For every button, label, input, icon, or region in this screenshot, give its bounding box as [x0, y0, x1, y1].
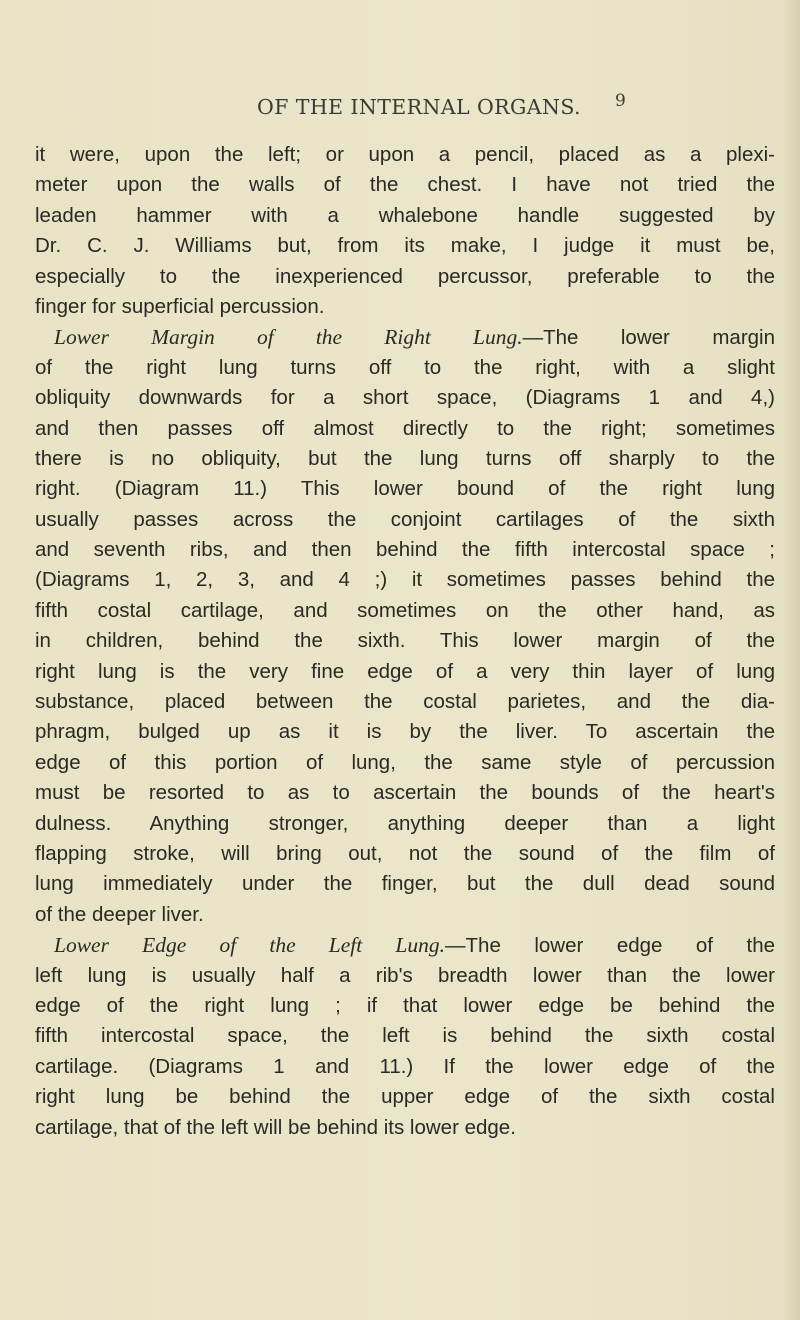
- text-line: Dr. C. J. Williams but, from its make, I judge it must be,: [35, 234, 775, 258]
- page-header: [0, 93, 800, 123]
- text-line: finger for superficial percussion.: [35, 294, 325, 318]
- text-line: in children, behind the sixth. This lower margin of the: [35, 629, 775, 653]
- text-line: lung immediately under the finger, but the dull dead sound: [35, 872, 775, 896]
- section-text: —The lower margin: [522, 326, 775, 350]
- text-line: and then passes off almost directly to the right; sometimes: [35, 416, 775, 440]
- text-line: fifth intercostal space, the left is behind the sixth costal: [35, 1024, 775, 1048]
- section-heading-right-lung: Lower Margin of the Right Lung.: [54, 325, 523, 350]
- text-line: obliquity downwards for a short space, (Diagrams 1 and 4,): [35, 386, 775, 410]
- text-line: dulness. Anything stronger, anything deeper than a light: [35, 811, 775, 835]
- page-edge-shadow: [784, 0, 800, 1320]
- body-text: [35, 140, 775, 1143]
- text-line: flapping stroke, will bring out, not the sound of the film of: [35, 841, 775, 865]
- page-number: 9: [615, 91, 626, 111]
- running-head: OF THE INTERNAL ORGANS.: [257, 95, 581, 119]
- text-line: right. (Diagram 11.) This lower bound of the right lung: [35, 477, 775, 501]
- text-line: of the right lung turns off to the right, with a slight: [35, 355, 775, 379]
- text-line: of the deeper liver.: [35, 902, 204, 926]
- text-line: (Diagrams 1, 2, 3, and 4 ;) it sometimes passes behind the: [35, 568, 775, 592]
- text-line: must be resorted to as to ascertain the bounds of the heart's: [35, 781, 775, 805]
- text-line: left lung is usually half a rib's breadth lower than the lower: [35, 963, 775, 987]
- text-line: edge of the right lung ; if that lower edge be behind the: [35, 993, 775, 1017]
- text-line: substance, placed between the costal parietes, and the dia-: [35, 690, 775, 714]
- section-text: —The lower edge of the: [445, 934, 775, 958]
- text-line: meter upon the walls of the chest. I have not tried the: [35, 173, 775, 197]
- text-line: right lung be behind the upper edge of the sixth costal: [35, 1085, 775, 1109]
- section-heading-line: [35, 322, 775, 352]
- text-line: especially to the inexperienced percussor, preferable to the: [35, 264, 775, 288]
- text-line: usually passes across the conjoint cartilages of the sixth: [35, 507, 775, 531]
- section-heading-left-lung: Lower Edge of the Left Lung.: [54, 933, 446, 958]
- text-line: there is no obliquity, but the lung turns off sharply to the: [35, 446, 775, 470]
- text-line: right lung is the very fine edge of a very thin layer of lung: [35, 659, 775, 683]
- text-line: fifth costal cartilage, and sometimes on the other hand, as: [35, 598, 775, 622]
- text-line: phragm, bulged up as it is by the liver. To ascertain the: [35, 720, 775, 744]
- text-line: and seventh ribs, and then behind the fifth intercostal space ;: [35, 538, 775, 562]
- text-line: edge of this portion of lung, the same style of percussion: [35, 750, 775, 774]
- section-heading-line: [35, 930, 775, 960]
- text-line: leaden hammer with a whalebone handle suggested by: [35, 203, 775, 227]
- text-line: cartilage. (Diagrams 1 and 11.) If the lower edge of the: [35, 1054, 775, 1078]
- text-line: cartilage, that of the left will be behind its lower edge.: [35, 1115, 516, 1139]
- text-line: it were, upon the left; or upon a pencil, placed as a plexi-: [35, 143, 775, 166]
